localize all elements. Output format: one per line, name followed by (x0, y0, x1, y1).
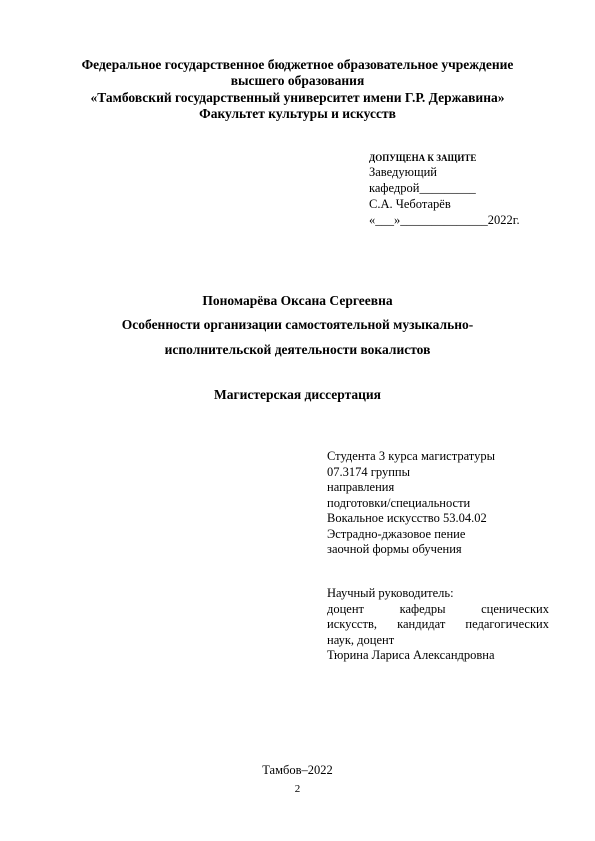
advisor-block (327, 586, 549, 664)
student-line-4: подготовки/специальности (327, 495, 471, 510)
header-line-4: Факультет культуры и искусств (199, 106, 396, 121)
title-line-2: исполнительской деятельности вокалистов (164, 342, 431, 357)
advisor-label: Научный руководитель: (327, 586, 454, 600)
header-line-1: Федеральное государственное бюджетное образовательное учреждение (81, 57, 514, 72)
title-line-1: Особенности организации самостоятельной музыкально- (121, 317, 474, 332)
approval-block (369, 152, 569, 228)
page-number: 2 (294, 783, 301, 795)
header-line-3: «Тамбовский государственный университет имени Г.Р. Державина» (90, 90, 505, 105)
student-line-6: Эстрадно-джазовое пение (327, 526, 466, 541)
author-name: Пономарёва Оксана Сергеевна (202, 293, 393, 308)
student-line-3: направления (327, 480, 395, 494)
student-block (327, 449, 549, 558)
approval-caption: ДОПУЩЕНА К ЗАЩИТЕ (369, 153, 477, 163)
student-line-1: Студента 3 курса магистратуры (327, 449, 495, 463)
advisor-line-2: искусств, кандидат педагогических (327, 617, 549, 631)
approval-line-3: С.А. Чеботарёв (369, 197, 451, 211)
student-line-2: 07.3174 группы (327, 464, 410, 479)
work-type: Магистерская диссертация (213, 387, 381, 402)
approval-line-4: «___»______________2022г. (369, 213, 520, 227)
advisor-line-1: доцент кафедры сценических (327, 601, 549, 616)
student-line-5: Вокальное искусство 53.04.02 (327, 511, 487, 525)
student-line-7: заочной формы обучения (327, 542, 462, 556)
approval-line-2: кафедрой_________ (369, 181, 476, 195)
city-year: Тамбов–2022 (262, 763, 333, 777)
header-line-2: высшего образования (230, 73, 365, 88)
advisor-name: Тюрина Лариса Александровна (327, 648, 495, 662)
approval-line-1: Заведующий (369, 165, 437, 179)
advisor-line-3: наук, доцент (327, 632, 395, 647)
